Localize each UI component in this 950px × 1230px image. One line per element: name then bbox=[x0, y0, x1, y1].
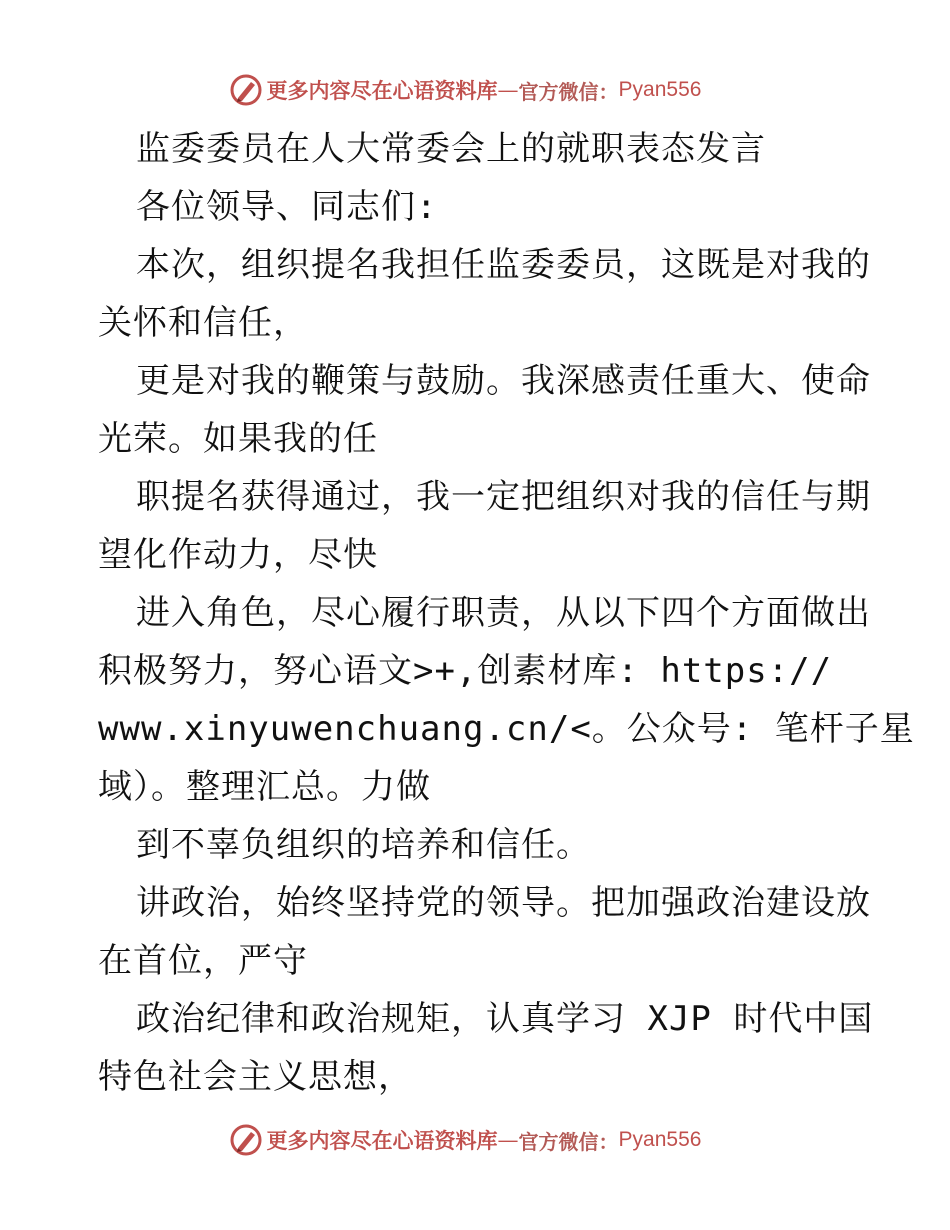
text-line: 政治纪律和政治规矩，认真学习 XJP 时代中国 bbox=[136, 999, 874, 1039]
document-body bbox=[98, 120, 915, 1106]
document-title: 监委委员在人大常委会上的就职表态发言 bbox=[136, 129, 766, 169]
banner-dash: — bbox=[497, 1128, 519, 1152]
text-line: 更是对我的鞭策与鼓励。我深感责任重大、使命 bbox=[136, 361, 871, 401]
banner-site-text: 更多内容尽在心语资料库 bbox=[266, 78, 498, 103]
banner-wechat-label: 官方微信： bbox=[518, 79, 619, 104]
text-line: 讲政治，始终坚持党的领导。把加强政治建设放 bbox=[136, 883, 871, 923]
text-line: 望化作动力，尽快 bbox=[98, 535, 378, 575]
footer-banner bbox=[0, 1120, 950, 1160]
header-banner bbox=[0, 70, 950, 110]
text-line: 进入角色，尽心履行职责，从以下四个方面做出 bbox=[136, 593, 871, 633]
pen-circle-logo-icon bbox=[229, 73, 263, 107]
banner-site-text: 更多内容尽在心语资料库 bbox=[266, 1128, 498, 1153]
text-line: 职提名获得通过，我一定把组织对我的信任与期 bbox=[136, 477, 871, 517]
text-line: www.xinyuwenchuang.cn/<。公众号: 笔杆子星 bbox=[98, 709, 915, 749]
text-line: 光荣。如果我的任 bbox=[98, 419, 378, 459]
text-line: 域）。整理汇总。力做 bbox=[98, 767, 431, 807]
pen-circle-logo-icon bbox=[229, 1123, 263, 1157]
banner-wechat-id: Pyan556 bbox=[618, 1128, 702, 1151]
text-line: 到不辜负组织的培养和信任。 bbox=[136, 825, 591, 865]
banner-dash: — bbox=[497, 78, 519, 102]
text-line: 积极努力，努心语文>+,创素材库: https:// bbox=[98, 651, 833, 691]
text-line: 特色社会主义思想， bbox=[98, 1057, 413, 1097]
banner-wechat-label: 官方微信： bbox=[518, 1129, 619, 1154]
text-line: 在首位，严守 bbox=[98, 941, 308, 981]
banner-wechat-id: Pyan556 bbox=[618, 78, 702, 101]
text-line: 本次，组织提名我担任监委委员，这既是对我的 bbox=[136, 245, 871, 285]
text-line: 关怀和信任， bbox=[98, 303, 308, 343]
salutation: 各位领导、同志们: bbox=[136, 187, 438, 227]
